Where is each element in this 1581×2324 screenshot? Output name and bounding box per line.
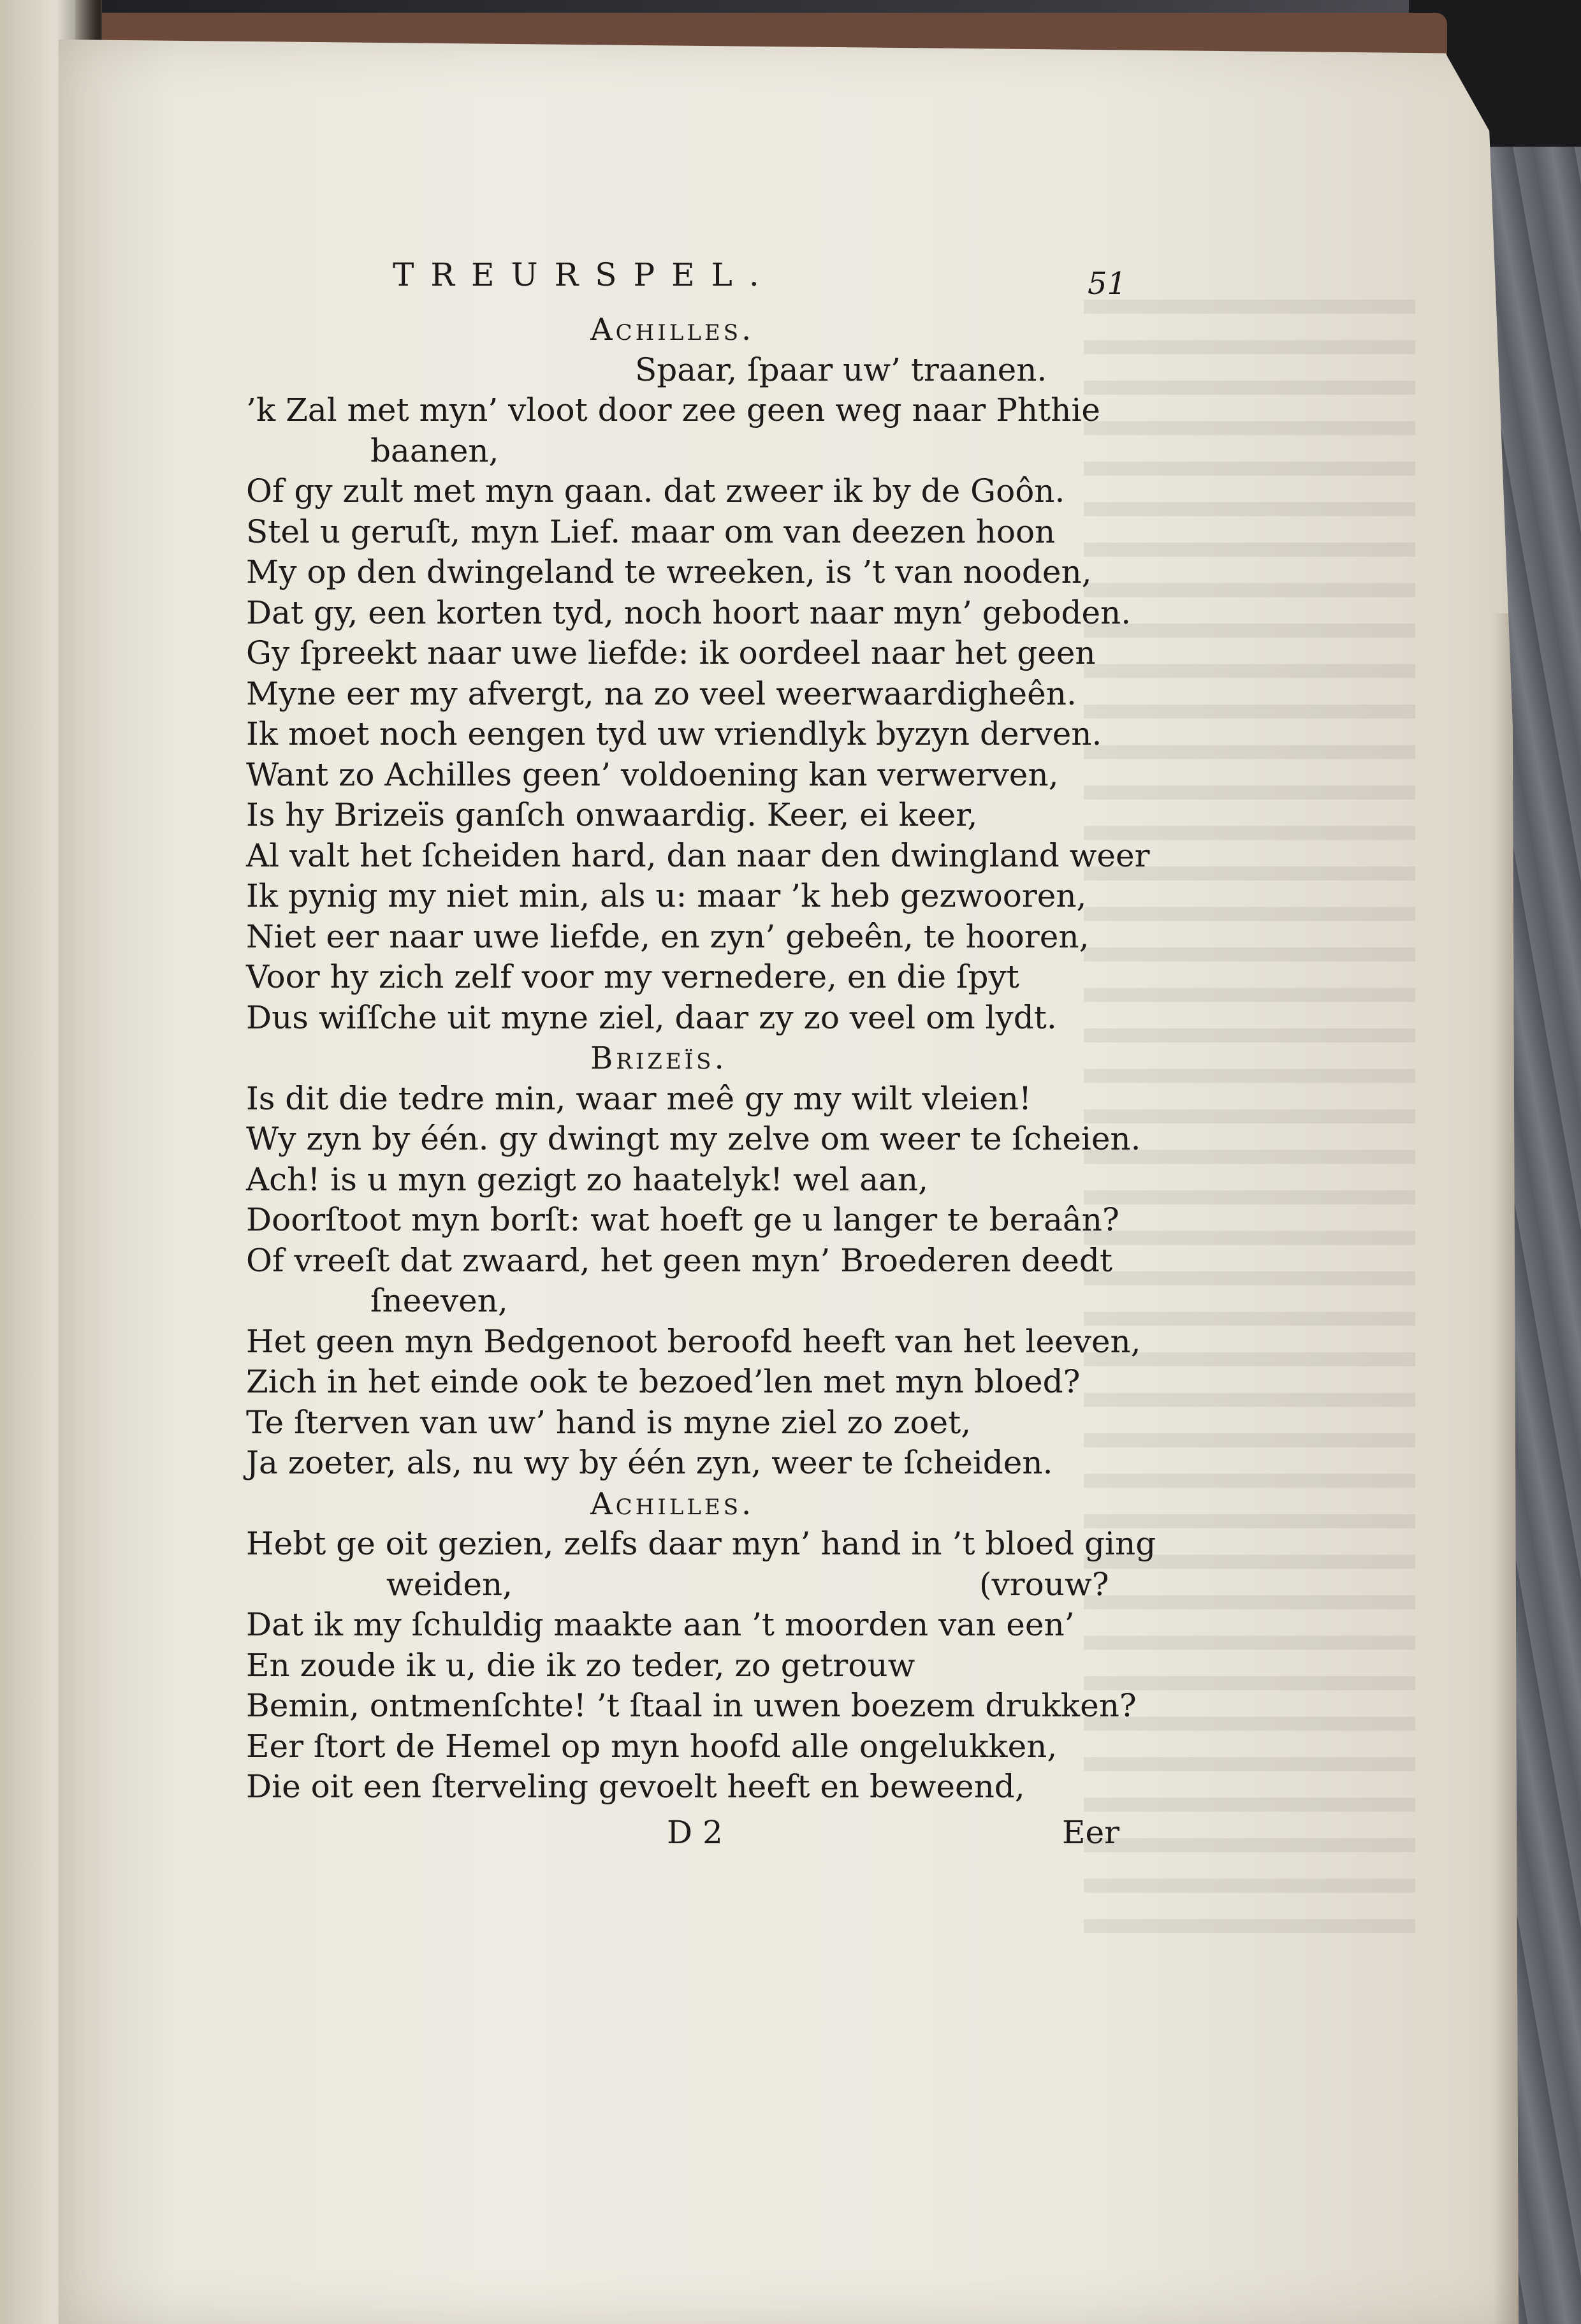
verse-line — [246, 593, 1151, 634]
verse-line — [246, 552, 1151, 593]
verse-text: Die oit een ſterveling gevoelt heeft en beweend, — [246, 1768, 1025, 1805]
verse-text: Niet eer naar uwe liefde, en zyn’ gebeên, te hooren, — [246, 917, 1089, 955]
verse-line — [246, 633, 1151, 674]
verse-text: Voor hy zich zelf voor my vernedere, en die ſpyt — [246, 958, 1019, 995]
speaker-name — [246, 1484, 1151, 1524]
verse-text: Te ſterven van uw’ hand is myne ziel zo zoet, — [246, 1403, 972, 1441]
verse-line — [246, 1322, 1151, 1363]
verse-text: Wy zyn by één. gy dwingt my zelve om weer te ſcheien. — [246, 1120, 1141, 1157]
verse-continuation — [246, 1565, 1151, 1605]
turnover-word: (vrouw? — [979, 1565, 1109, 1603]
verse-text: Ik moet noch eengen tyd uw vriendlyk byzyn derven. — [246, 715, 1102, 752]
verse-text: Ja zoeter, als, nu wy by één zyn, weer te ſcheiden. — [246, 1444, 1053, 1481]
verse-line — [246, 512, 1151, 553]
verse-line — [246, 1443, 1151, 1484]
verse-text: Zich in het einde ook te bezoed’len met myn bloed? — [246, 1363, 1081, 1400]
speaker-name — [246, 309, 1151, 350]
verse-continuation — [246, 1281, 1151, 1322]
verse-line — [246, 1119, 1151, 1160]
verse-line — [246, 1646, 1151, 1686]
verse-text: Dat ik my ſchuldig maakte aan ’t moorden van een’ — [246, 1606, 1075, 1643]
verse-text: Dus wiſſche uit myne ziel, daar zy zo veel om lydt. — [246, 998, 1057, 1036]
verse-text: ſneeven, — [370, 1282, 508, 1319]
verse-line — [246, 755, 1151, 796]
verse-line — [246, 350, 1151, 391]
verse-text: Spaar, ſpaar uw’ traanen. — [635, 351, 1047, 388]
verse-line — [246, 836, 1151, 877]
verse-line — [246, 1686, 1151, 1727]
verse-line — [246, 957, 1151, 998]
verse-text: Want zo Achilles geen’ voldoening kan verwerven, — [246, 756, 1059, 793]
verse-text: Stel u geruſt, myn Lief. maar om van deezen hoon — [246, 513, 1056, 550]
verse-text: Doorſtoot myn borſt: wat hoeft ge u langer te beraân? — [246, 1201, 1119, 1238]
verse-line — [246, 1403, 1151, 1443]
verse-text: weiden, — [386, 1565, 513, 1603]
speaker-name — [246, 1038, 1151, 1079]
verse-line — [246, 1727, 1151, 1767]
verse-lines — [246, 309, 1156, 1808]
verse-line — [246, 876, 1151, 917]
speaker-label: Brizeïs. — [590, 1041, 727, 1076]
verse-text: Bemin, ontmenſchte! ’t ſtaal in uwen boezem drukken? — [246, 1687, 1137, 1724]
page-text — [246, 255, 1156, 1851]
verse-line — [246, 998, 1151, 1039]
catchword: Eer — [1062, 1813, 1119, 1851]
verse-line — [246, 1200, 1151, 1241]
verse-line — [246, 1079, 1151, 1120]
verse-text: Ik pynig my niet min, als u: maar ’k heb gezwooren, — [246, 877, 1087, 914]
verse-text: Myne eer my afvergt, na zo veel weerwaardigheên. — [246, 675, 1077, 712]
verse-line — [246, 1241, 1151, 1282]
verse-line — [246, 471, 1151, 512]
verse-line — [246, 1524, 1156, 1565]
verse-line — [246, 674, 1151, 715]
verse-line — [246, 714, 1151, 755]
verse-text: Ach! is u myn gezigt zo haatelyk! wel aan, — [246, 1160, 928, 1198]
verse-text: Al valt het ſcheiden hard, dan naar den dwingland weer — [246, 837, 1150, 874]
verse-line — [246, 795, 1151, 836]
verse-text: Hebt ge oit gezien, zelfs daar myn’ hand in ’t bloed ging — [246, 1525, 1156, 1562]
verse-line — [246, 390, 1151, 431]
verse-line — [246, 1160, 1151, 1201]
verse-text: baanen, — [370, 432, 499, 469]
verse-text: En zoude ik u, die ik zo teder, zo getrouw — [246, 1646, 915, 1684]
verse-text: Of vreeſt dat zwaard, het geen myn’ Broederen deedt — [246, 1241, 1112, 1279]
verse-text: Eer ſtort de Hemel op myn hoofd alle ongelukken, — [246, 1727, 1058, 1765]
signature-mark: D 2 — [667, 1813, 723, 1851]
verse-text: Is dit die tedre min, waar meê gy my wilt vleien! — [246, 1079, 1032, 1117]
page-header — [246, 255, 1151, 309]
verse-line — [246, 1362, 1151, 1403]
verse-text: ’k Zal met myn’ vloot door zee geen weg naar Phthie — [246, 391, 1100, 428]
verse-line — [246, 1605, 1151, 1646]
verse-line — [246, 1767, 1151, 1808]
verse-text: Dat gy, een korten tyd, noch hoort naar myn’ geboden. — [246, 594, 1132, 631]
verse-text: Gy ſpreekt naar uwe liefde: ik oordeel naar het geen — [246, 634, 1096, 671]
speaker-label: Achilles. — [590, 312, 755, 347]
verse-line — [246, 917, 1151, 958]
speaker-label: Achilles. — [590, 1486, 755, 1522]
page-number: 51 — [1088, 266, 1127, 302]
verse-continuation — [246, 431, 1151, 472]
verse-text: Het geen myn Bedgenoot beroofd heeft van het leeven, — [246, 1322, 1141, 1360]
verse-text: Is hy Brizeïs ganſch onwaardig. Keer, ei keer, — [246, 796, 978, 833]
verse-text: My op den dwingeland te wreeken, is ’t van nooden, — [246, 553, 1092, 590]
running-head: TREURSPEL. — [393, 256, 776, 293]
page-footer — [246, 1813, 1151, 1857]
verse-text: Of gy zult met myn gaan. dat zweer ik by de Goôn. — [246, 472, 1065, 509]
